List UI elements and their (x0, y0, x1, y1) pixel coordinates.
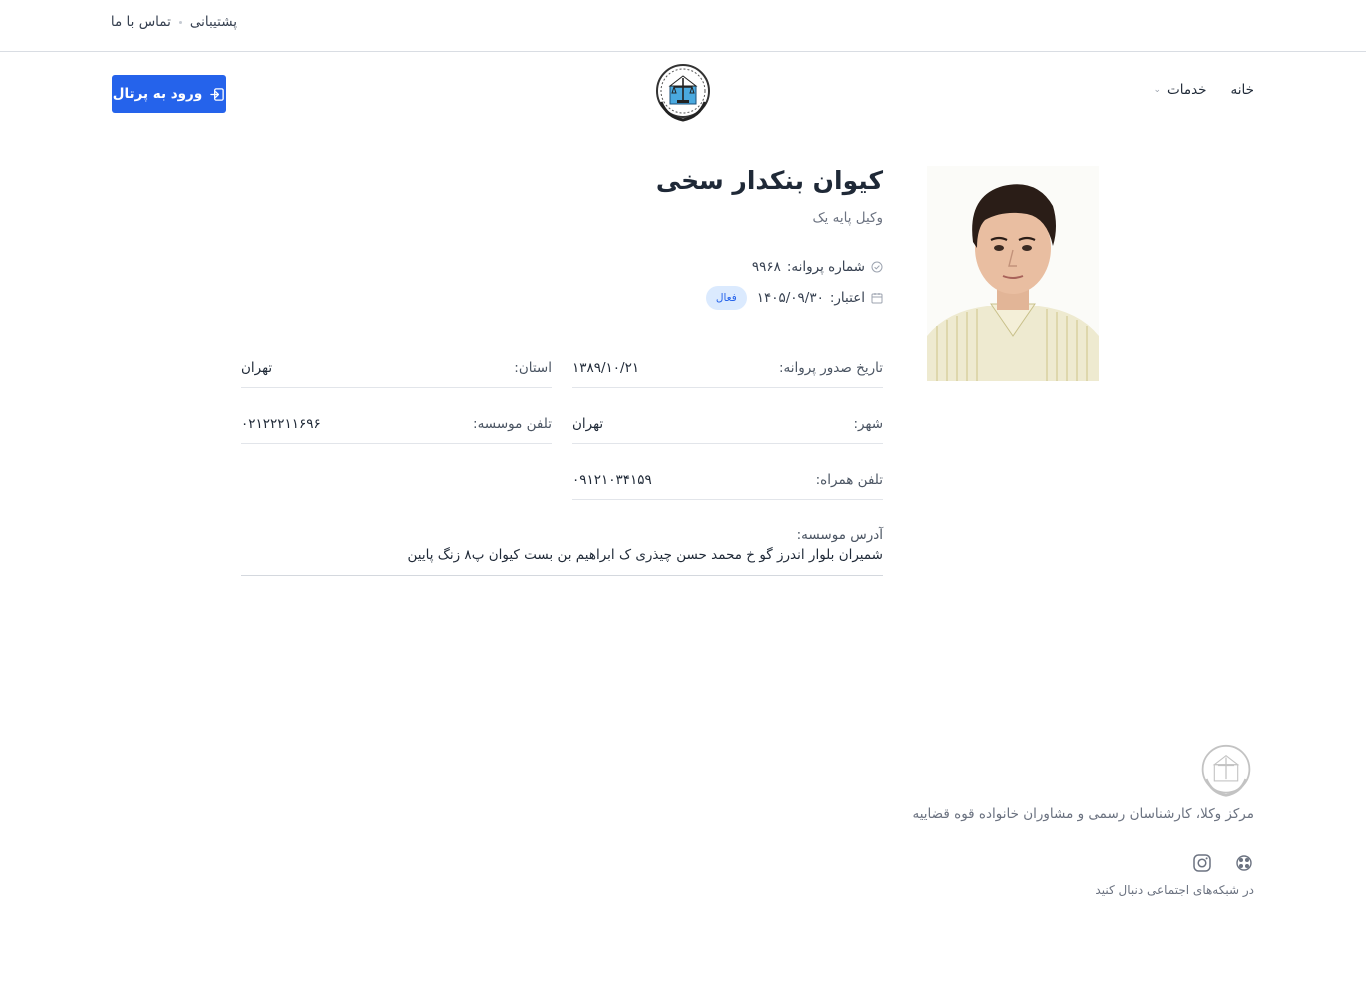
issue-date-field (572, 360, 883, 388)
portal-login-button[interactable] (112, 75, 226, 113)
license-label: شماره پروانه: (786, 259, 865, 275)
nav-home[interactable] (1231, 82, 1254, 98)
check-circle-icon (871, 261, 883, 273)
chevron-down-icon: ⌄ (1153, 85, 1162, 95)
office-phone-label: تلفن موسسه: (473, 416, 552, 432)
address-label: آدرس موسسه: (796, 527, 883, 543)
license-number: ۹۹۶۸ (751, 259, 781, 275)
office-phone-value[interactable]: ۰۲۱۲۲۲۱۱۶۹۶ (241, 416, 321, 432)
city-label: شهر: (853, 416, 883, 432)
separator-dot (179, 21, 182, 24)
address-value: شمیران بلوار اندرز گو خ محمد حسن چیذری ک ابراهیم بن بست کیوان پ۸ زنگ پایین (407, 547, 883, 563)
support-link[interactable]: پشتیبانی (189, 14, 237, 30)
issue-date-label: تاریخ صدور پروانه: (778, 360, 883, 376)
province-field (241, 360, 552, 388)
city-field (572, 416, 883, 444)
office-phone-field (241, 416, 552, 444)
top-links (111, 14, 237, 30)
instagram-icon[interactable] (1192, 853, 1212, 873)
address-field (241, 527, 883, 576)
social-caption: در شبکه‌های اجتماعی دنبال کنید (1095, 883, 1254, 897)
mobile-label: تلفن همراه: (815, 472, 883, 488)
mobile-field (572, 472, 883, 500)
mobile-value[interactable]: ۰۹۱۲۱۰۳۴۱۵۹ (572, 472, 652, 488)
issue-date-value: ۱۳۸۹/۱۰/۲۱ (572, 360, 640, 376)
top-bar (0, 0, 1366, 52)
validity-label: اعتبار: (829, 290, 865, 306)
aparat-icon[interactable] (1234, 853, 1254, 873)
lawyer-name: کیوان بنکدار سخی (655, 166, 883, 195)
contact-link[interactable]: تماس با ما (110, 14, 171, 30)
lawyer-photo (927, 166, 1099, 381)
province-value: تهران (241, 360, 273, 376)
status-badge: فعال (706, 286, 747, 310)
validity-date: ۱۴۰۵/۰۹/۳۰ (756, 290, 824, 306)
license-row (752, 259, 883, 275)
province-label: استان: (514, 360, 552, 376)
nav-services[interactable] (1153, 82, 1206, 98)
validity-row (706, 286, 883, 310)
social-links (1192, 853, 1254, 873)
calendar-icon (871, 292, 883, 304)
nav-services-label: خدمات (1167, 82, 1207, 98)
portal-login-label: ورود به پرتال (112, 86, 203, 102)
footer-logo (1199, 743, 1253, 799)
nav-home-label: خانه (1230, 82, 1254, 98)
login-icon (210, 87, 225, 102)
footer-title: مرکز وکلا، کارشناسان رسمی و مشاوران خانواده قوه قضاییه (912, 806, 1254, 822)
city-value: تهران (572, 416, 604, 432)
main-nav (1153, 82, 1254, 98)
lawyer-title: وکیل پایه یک (812, 210, 883, 226)
site-logo[interactable] (653, 62, 713, 124)
